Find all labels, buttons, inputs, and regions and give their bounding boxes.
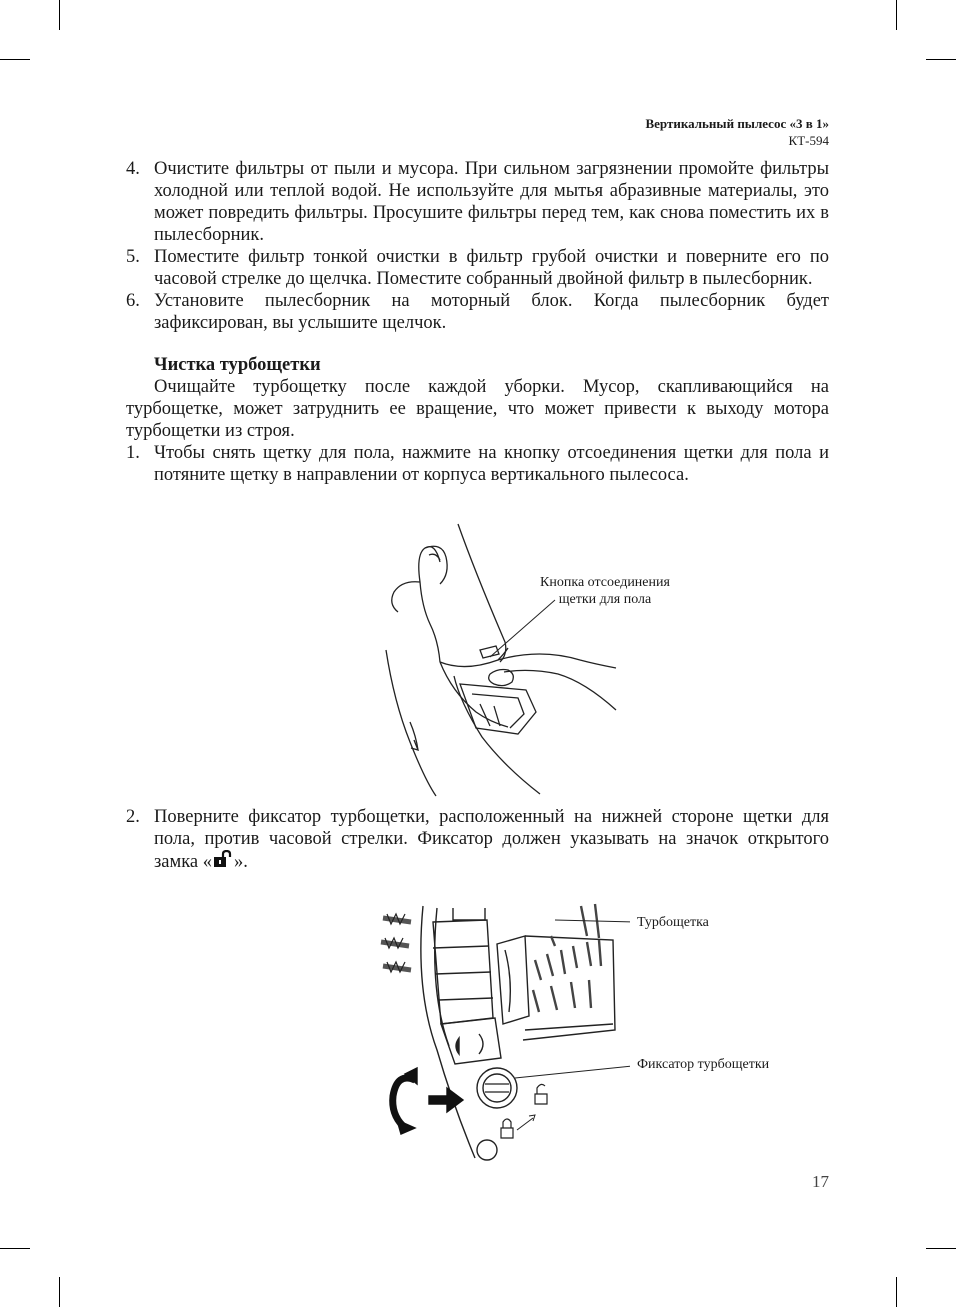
step2-text-before: Поверните фиксатор турбощетки, расположенный на нижней стороне щетки для пола, против часовой стрелки. Фиксатор должен указывать на значок открытого замка « (154, 807, 829, 872)
list-number: 6. (126, 291, 140, 311)
list-number: 1. (126, 443, 140, 463)
rotate-arrow-icon (393, 1068, 417, 1134)
list-item (126, 290, 829, 334)
crop-mark (59, 1277, 60, 1307)
list-number: 5. (126, 247, 140, 267)
list-text (154, 806, 829, 873)
list-number: 2. (126, 807, 140, 827)
list-item (126, 442, 829, 486)
list-item (126, 158, 829, 246)
figure1-label (512, 574, 698, 608)
list-item (126, 246, 829, 290)
crop-mark (896, 1277, 897, 1307)
figure-brush-removal (380, 522, 630, 797)
crop-mark (926, 1248, 956, 1249)
push-arrow-icon (429, 1088, 463, 1112)
list-text: Установите пылесборник на моторный блок. Когда пылесборник будет зафиксирован, вы услышите щелчок. (154, 291, 829, 333)
list-text: Очистите фильтры от пыли и мусора. При сильном загрязнении промойте фильтры холодной или теплой водой. Не используйте для мытья абразивные материалы, это может повредить фильтры. Просушите фильтры перед тем, как снова поместить их в пылесборник. (154, 159, 829, 245)
step2-block (126, 806, 829, 873)
list-text: Чтобы снять щетку для пола, нажмите на кнопку отсоединения щетки для пола и потяните щетку в направлении от корпуса вертикального пылесоса. (154, 443, 829, 485)
section-heading: Чистка турбощетки (154, 355, 321, 375)
page-content (126, 158, 829, 486)
label-turbo-brush: Турбощетка (637, 915, 709, 930)
list-item (126, 806, 829, 873)
list-number: 4. (126, 159, 140, 179)
section-intro: Очищайте турбощетку после каждой уборки. Мусор, скапливающийся на турбощетке, может затруднить ее вращение, что может привести к выходу мотора турбощетки из строя. (126, 377, 829, 441)
page-number: 17 (812, 1172, 829, 1191)
label-turbo-brush-lock: Фиксатор турбощетки (637, 1057, 770, 1072)
open-lock-icon (213, 850, 233, 868)
crop-mark (896, 0, 897, 30)
crop-mark (0, 1248, 30, 1249)
crop-mark (59, 0, 60, 30)
label-line: Кнопка отсоединения (540, 575, 670, 590)
label-line: щетки для пола (558, 592, 652, 607)
step2-text-after: ». (234, 852, 248, 872)
figure-turbo-brush-lock (375, 900, 630, 1162)
header-model: КТ-594 (788, 133, 829, 148)
running-header (645, 116, 829, 149)
crop-mark (0, 59, 30, 60)
list-text: Поместите фильтр тонкой очистки в фильтр грубой очистки и поверните его по часовой стрелке до щелчка. Поместите собранный двойной фильтр в пылесборник. (154, 247, 829, 289)
crop-mark (926, 59, 956, 60)
header-title: Вертикальный пылесос «3 в 1» (645, 116, 829, 131)
